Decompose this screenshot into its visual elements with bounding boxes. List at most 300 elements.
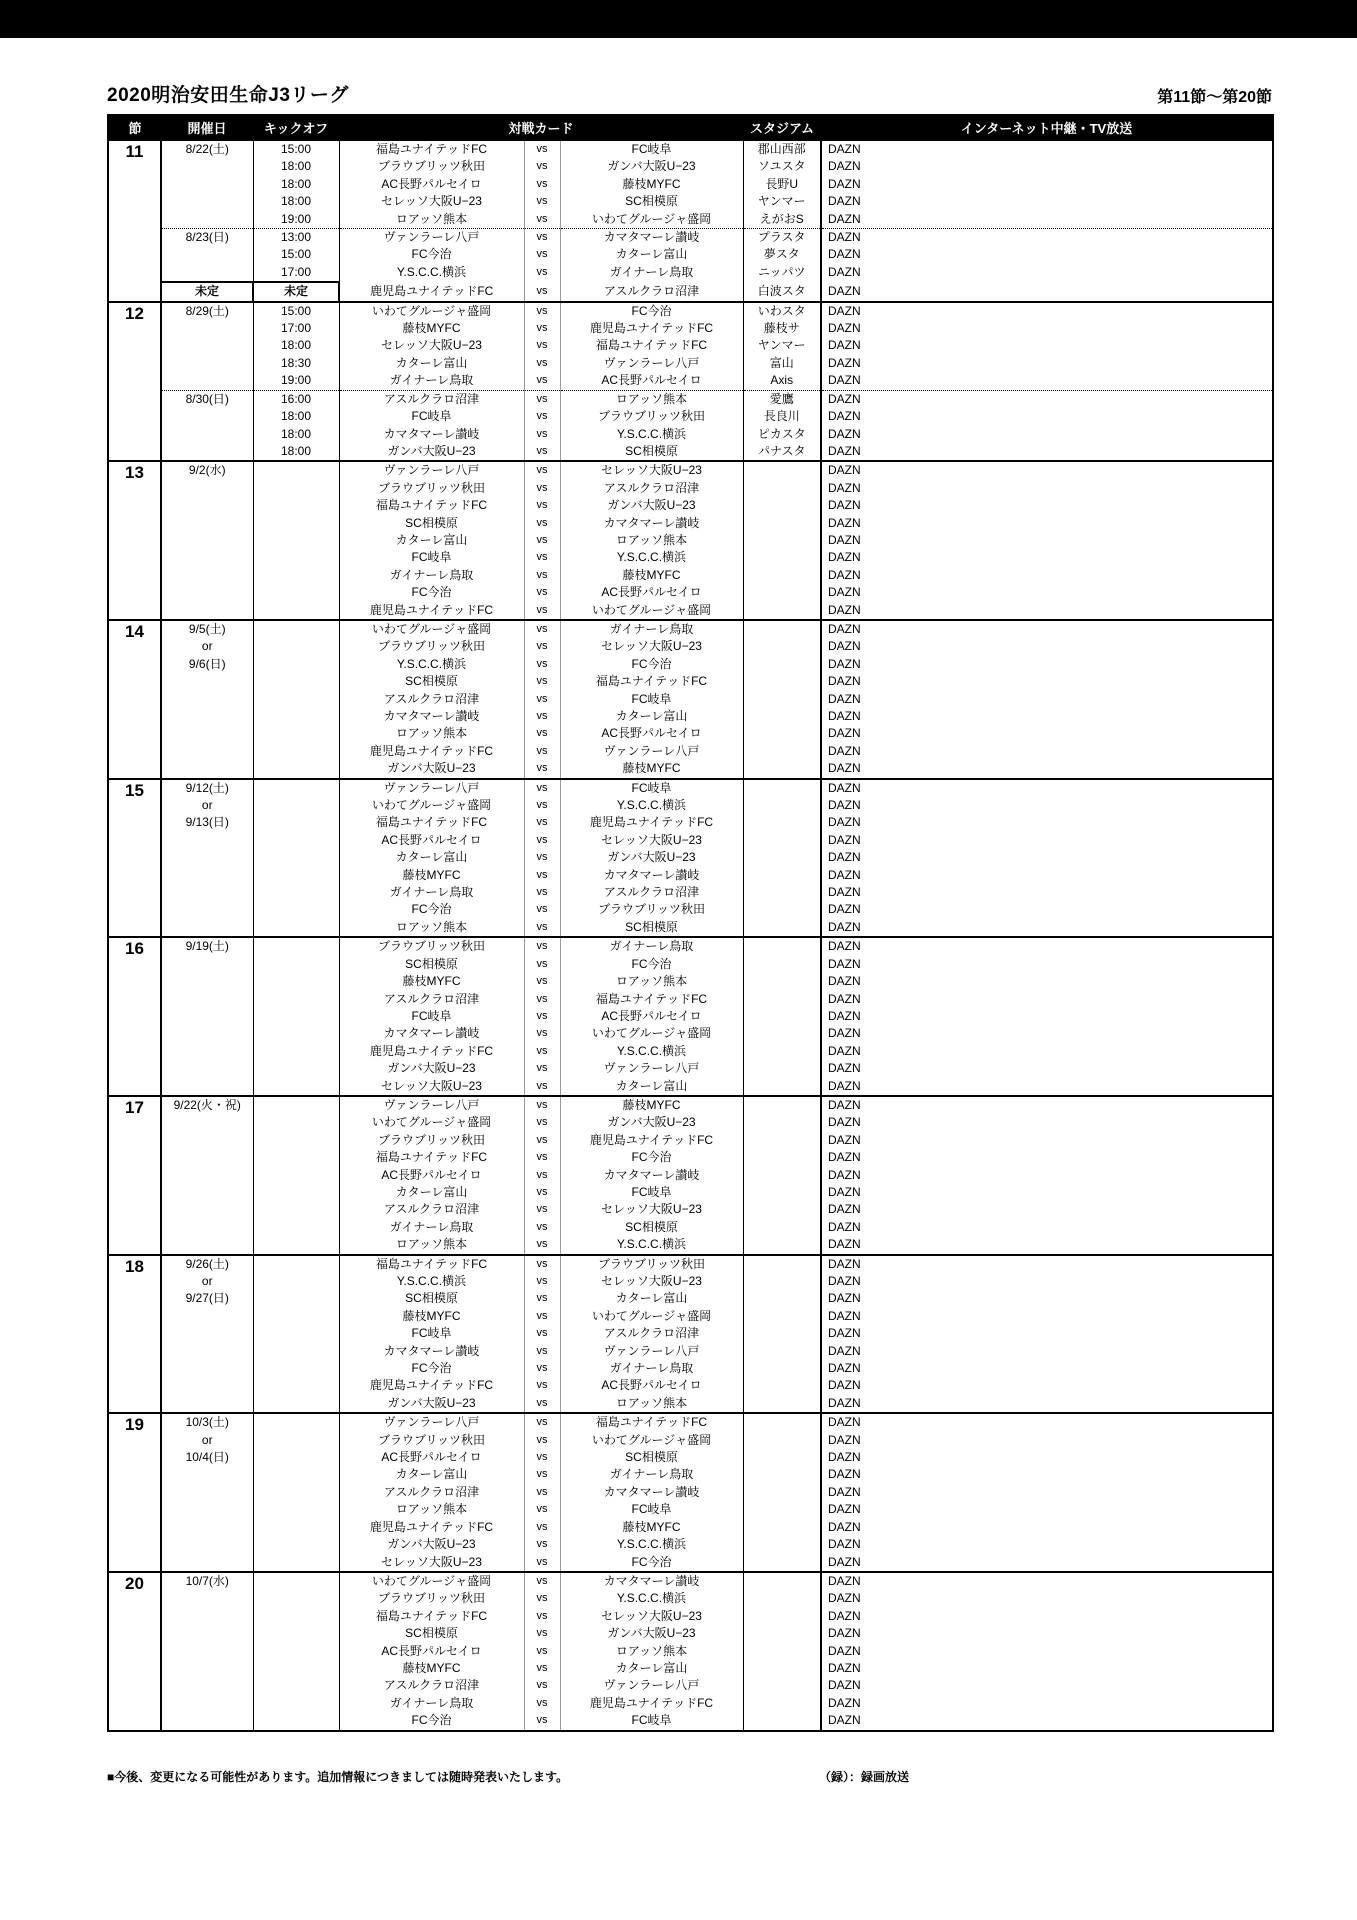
match-row (108, 656, 1273, 673)
vs-label: vs (524, 1554, 560, 1572)
away-team: ロアッソ熊本 (560, 1643, 743, 1660)
kickoff-time (253, 1643, 339, 1660)
vs-label: vs (524, 320, 560, 337)
stadium (743, 1449, 821, 1466)
stadium (743, 620, 821, 638)
home-team: FC今治 (339, 1712, 524, 1730)
match-row (108, 1554, 1273, 1572)
vs-label: vs (524, 814, 560, 831)
home-team: ヴァンラーレ八戸 (339, 1096, 524, 1114)
home-team: ヴァンラーレ八戸 (339, 1413, 524, 1431)
kickoff-time (253, 480, 339, 497)
stadium (743, 973, 821, 990)
home-team: カターレ富山 (339, 1184, 524, 1201)
stadium (743, 725, 821, 742)
away-team: ガンバ大阪U−23 (560, 158, 743, 175)
stadium (743, 1008, 821, 1025)
away-team: カマタマーレ讃岐 (560, 1484, 743, 1501)
vs-label: vs (524, 1572, 560, 1590)
away-team: アスルクラロ沼津 (560, 282, 743, 301)
vs-label: vs (524, 461, 560, 479)
broadcast: DAZN (828, 194, 861, 209)
away-team: Y.S.C.C.横浜 (560, 1236, 743, 1254)
stadium: 夢スタ (743, 246, 821, 263)
date-text: 9/5(土) (188, 621, 226, 636)
vs-label: vs (524, 390, 560, 408)
match-row (108, 1536, 1273, 1553)
home-team: カターレ富山 (339, 1466, 524, 1483)
kickoff-time: 15:00 (253, 302, 339, 320)
stadium (743, 919, 821, 937)
away-team: Y.S.C.C.横浜 (560, 1536, 743, 1553)
match-row (108, 1519, 1273, 1536)
home-team: 福島ユナイテッドFC (339, 1149, 524, 1166)
home-team: AC長野パルセイロ (339, 832, 524, 849)
stadium (743, 461, 821, 479)
home-team: セレッソ大阪U−23 (339, 1554, 524, 1572)
broadcast: DAZN (828, 1695, 861, 1710)
home-team: カマタマーレ讃岐 (339, 1343, 524, 1360)
section-range-label: 第11節～第20節 (1157, 89, 1272, 106)
match-row (108, 1325, 1273, 1342)
away-team: SC相模原 (560, 1449, 743, 1466)
title-row (107, 80, 1272, 107)
date-text: 9/26(土) (185, 1256, 229, 1271)
vs-label: vs (524, 337, 560, 354)
stadium: ヤンマー (743, 193, 821, 210)
home-team: AC長野パルセイロ (339, 176, 524, 193)
broadcast: DAZN (828, 355, 861, 370)
away-team: カターレ富山 (560, 1078, 743, 1096)
away-team: AC長野パルセイロ (560, 584, 743, 601)
stadium (743, 602, 821, 620)
home-team: 藤枝MYFC (339, 320, 524, 337)
page-title: 2020明治安田生命J3リーグ (107, 85, 349, 106)
schedule-table (107, 114, 1274, 1732)
home-team: カターレ富山 (339, 355, 524, 372)
stadium: パナスタ (743, 443, 821, 461)
date-text: 9/12(土) (185, 780, 229, 795)
match-row (108, 515, 1273, 532)
vs-label: vs (524, 1201, 560, 1218)
kickoff-time (253, 1236, 339, 1254)
away-team: FC今治 (560, 302, 743, 320)
stadium: ピカスタ (743, 426, 821, 443)
broadcast: DAZN (828, 974, 861, 989)
kickoff-time (253, 1484, 339, 1501)
stadium (743, 1201, 821, 1218)
away-team: カマタマーレ讃岐 (560, 229, 743, 247)
broadcast: DAZN (828, 602, 861, 617)
broadcast: DAZN (828, 426, 861, 441)
match-row (108, 1432, 1273, 1449)
stadium (743, 1132, 821, 1149)
home-team: AC長野パルセイロ (339, 1167, 524, 1184)
page-top-bar (0, 0, 1357, 38)
stadium (743, 814, 821, 831)
stadium (743, 956, 821, 973)
stadium (743, 656, 821, 673)
stadium (743, 638, 821, 655)
col-header-date: 開催日 (161, 115, 253, 140)
home-team: FC今治 (339, 584, 524, 601)
home-team: SC相模原 (339, 515, 524, 532)
match-row (108, 1184, 1273, 1201)
match-row (108, 1377, 1273, 1394)
home-team: カマタマーレ讃岐 (339, 1025, 524, 1042)
home-team: アスルクラロ沼津 (339, 691, 524, 708)
vs-label: vs (524, 1395, 560, 1413)
home-team: カターレ富山 (339, 532, 524, 549)
stadium: 富山 (743, 355, 821, 372)
away-team: 鹿児島ユナイテッドFC (560, 1132, 743, 1149)
home-team: 福島ユナイテッドFC (339, 1608, 524, 1625)
stadium (743, 1625, 821, 1642)
broadcast: DAZN (828, 1132, 861, 1147)
kickoff-time (253, 708, 339, 725)
match-row (108, 302, 1273, 320)
match-row (108, 1114, 1273, 1131)
away-team: ガンバ大阪U−23 (560, 849, 743, 866)
away-team: カマタマーレ讃岐 (560, 515, 743, 532)
vs-label: vs (524, 602, 560, 620)
stadium (743, 584, 821, 601)
home-team: 鹿児島ユナイテッドFC (339, 1043, 524, 1060)
vs-label: vs (524, 1625, 560, 1642)
stadium (743, 1308, 821, 1325)
home-team: カマタマーレ讃岐 (339, 708, 524, 725)
vs-label: vs (524, 1519, 560, 1536)
match-row (108, 1590, 1273, 1607)
home-team: 鹿児島ユナイテッドFC (339, 743, 524, 760)
home-team: 鹿児島ユナイテッドFC (339, 1377, 524, 1394)
section-number: 14 (108, 620, 161, 779)
kickoff-time (253, 1096, 339, 1114)
stadium: ニッパツ (743, 264, 821, 282)
broadcast: DAZN (828, 991, 861, 1006)
kickoff-time (253, 1273, 339, 1290)
kickoff-time: 18:00 (253, 158, 339, 175)
match-date (161, 229, 253, 283)
vs-label: vs (524, 1466, 560, 1483)
vs-label: vs (524, 1343, 560, 1360)
vs-label: vs (524, 1114, 560, 1131)
date-text: 8/29(土) (185, 303, 229, 318)
home-team: ガイナーレ鳥取 (339, 567, 524, 584)
broadcast: DAZN (828, 1450, 861, 1465)
match-row (108, 176, 1273, 193)
stadium (743, 1395, 821, 1413)
section-number: 20 (108, 1572, 161, 1731)
kickoff-time (253, 602, 339, 620)
broadcast: DAZN (828, 815, 861, 830)
home-team: 鹿児島ユナイテッドFC (339, 282, 524, 301)
date-text: 10/3(土) (185, 1415, 229, 1430)
match-row (108, 884, 1273, 901)
stadium (743, 1255, 821, 1273)
vs-label: vs (524, 355, 560, 372)
away-team: ロアッソ熊本 (560, 390, 743, 408)
date-text: or (201, 1273, 213, 1288)
broadcast: DAZN (821, 1572, 1273, 1590)
away-team: アスルクラロ沼津 (560, 1325, 743, 1342)
broadcast: DAZN (828, 1308, 861, 1323)
match-row (108, 372, 1273, 390)
vs-label: vs (524, 1449, 560, 1466)
match-row (108, 1643, 1273, 1660)
kickoff-time (253, 973, 339, 990)
home-team: SC相模原 (339, 956, 524, 973)
kickoff-time (253, 1219, 339, 1236)
broadcast: DAZN (828, 1484, 861, 1499)
away-team: FC今治 (560, 956, 743, 973)
kickoff-time (253, 1677, 339, 1694)
home-team: ヴァンラーレ八戸 (339, 229, 524, 247)
kickoff-time (253, 1025, 339, 1042)
vs-label: vs (524, 1255, 560, 1273)
vs-label: vs (524, 1025, 560, 1042)
kickoff-time: 17:00 (253, 320, 339, 337)
away-team: AC長野パルセイロ (560, 372, 743, 390)
away-team: ブラウブリッツ秋田 (560, 1255, 743, 1273)
broadcast: DAZN (828, 265, 861, 280)
match-row (108, 1413, 1273, 1431)
match-row (108, 1308, 1273, 1325)
away-team: ガイナーレ鳥取 (560, 1360, 743, 1377)
broadcast: DAZN (828, 567, 861, 582)
home-team: いわてグルージャ盛岡 (339, 1114, 524, 1131)
broadcast: DAZN (821, 937, 1273, 955)
match-date (161, 620, 253, 779)
kickoff-time (253, 1078, 339, 1096)
stadium (743, 884, 821, 901)
away-team: カマタマーレ讃岐 (560, 1167, 743, 1184)
stadium (743, 1149, 821, 1166)
home-team: Y.S.C.C.横浜 (339, 1273, 524, 1290)
match-row (108, 1008, 1273, 1025)
match-row (108, 867, 1273, 884)
stadium (743, 532, 821, 549)
section-number: 15 (108, 779, 161, 938)
match-row (108, 549, 1273, 566)
kickoff-time (253, 1536, 339, 1553)
stadium (743, 832, 821, 849)
broadcast: DAZN (828, 1291, 861, 1306)
stadium (743, 1219, 821, 1236)
match-row (108, 937, 1273, 955)
away-team: ガイナーレ鳥取 (560, 937, 743, 955)
date-text: 8/23(日) (185, 230, 229, 245)
date-text: 9/2(水) (188, 463, 226, 478)
col-header-stadium: スタジアム (743, 115, 821, 140)
kickoff-time (253, 1519, 339, 1536)
kickoff-time (253, 1572, 339, 1590)
match-row (108, 1449, 1273, 1466)
kickoff-time (253, 867, 339, 884)
vs-label: vs (524, 532, 560, 549)
match-row (108, 673, 1273, 690)
match-row (108, 480, 1273, 497)
away-team: ヴァンラーレ八戸 (560, 1060, 743, 1077)
stadium: 愛鷹 (743, 390, 821, 408)
match-row (108, 1060, 1273, 1077)
stadium: 長良川 (743, 408, 821, 425)
home-team: ガンバ大阪U−23 (339, 1536, 524, 1553)
home-team: SC相模原 (339, 673, 524, 690)
match-row (108, 1219, 1273, 1236)
broadcast: DAZN (828, 532, 861, 547)
vs-label: vs (524, 567, 560, 584)
home-team: ロアッソ熊本 (339, 919, 524, 937)
match-row (108, 849, 1273, 866)
match-row (108, 638, 1273, 655)
home-team: FC岐阜 (339, 1325, 524, 1342)
stadium (743, 1484, 821, 1501)
broadcast: DAZN (828, 761, 861, 776)
away-team: ヴァンラーレ八戸 (560, 1343, 743, 1360)
away-team: FC岐阜 (560, 1712, 743, 1730)
kickoff-time: 18:00 (253, 426, 339, 443)
stadium: 郡山西部 (743, 140, 821, 158)
away-team: カターレ富山 (560, 1660, 743, 1677)
vs-label: vs (524, 282, 560, 301)
vs-label: vs (524, 443, 560, 461)
match-row (108, 1149, 1273, 1166)
stadium (743, 849, 821, 866)
match-row (108, 1096, 1273, 1114)
away-team: セレッソ大阪U−23 (560, 832, 743, 849)
kickoff-time (253, 937, 339, 955)
match-date (161, 1096, 253, 1255)
vs-label: vs (524, 193, 560, 210)
stadium: 白波スタ (743, 282, 821, 301)
broadcast: DAZN (828, 1167, 861, 1182)
vs-label: vs (524, 1695, 560, 1712)
home-team: ロアッソ熊本 (339, 725, 524, 742)
kickoff-time (253, 884, 339, 901)
home-team: ブラウブリッツ秋田 (339, 1132, 524, 1149)
kickoff-time: 19:00 (253, 372, 339, 390)
home-team: いわてグルージャ盛岡 (339, 620, 524, 638)
away-team: 福島ユナイテッドFC (560, 673, 743, 690)
vs-label: vs (524, 779, 560, 797)
vs-label: vs (524, 1590, 560, 1607)
broadcast: DAZN (828, 1008, 861, 1023)
home-team: ロアッソ熊本 (339, 1501, 524, 1518)
stadium (743, 1466, 821, 1483)
home-team: ブラウブリッツ秋田 (339, 937, 524, 955)
vs-label: vs (524, 1096, 560, 1114)
table-header-row (108, 115, 1273, 140)
vs-label: vs (524, 973, 560, 990)
stadium: いわスタ (743, 302, 821, 320)
section-number: 17 (108, 1096, 161, 1255)
home-team: AC長野パルセイロ (339, 1449, 524, 1466)
broadcast: DAZN (828, 1554, 861, 1569)
vs-label: vs (524, 1712, 560, 1730)
away-team: Y.S.C.C.横浜 (560, 797, 743, 814)
section-number: 16 (108, 937, 161, 1096)
vs-label: vs (524, 1643, 560, 1660)
schedule-table-body (108, 140, 1273, 1731)
away-team: 福島ユナイテッドFC (560, 1413, 743, 1431)
kickoff-time (253, 1043, 339, 1060)
home-team: セレッソ大阪U−23 (339, 193, 524, 210)
match-row (108, 355, 1273, 372)
stadium (743, 1643, 821, 1660)
stadium (743, 1519, 821, 1536)
kickoff-time: 18:00 (253, 443, 339, 461)
stadium (743, 1043, 821, 1060)
kickoff-time (253, 1501, 339, 1518)
kickoff-time (253, 743, 339, 760)
stadium (743, 515, 821, 532)
away-team: ヴァンラーレ八戸 (560, 1677, 743, 1694)
broadcast: DAZN (828, 1043, 861, 1058)
kickoff-time: 16:00 (253, 390, 339, 408)
vs-label: vs (524, 158, 560, 175)
away-team: ヴァンラーレ八戸 (560, 743, 743, 760)
kickoff-time (253, 1325, 339, 1342)
kickoff-time: 15:00 (253, 140, 339, 158)
kickoff-time (253, 1008, 339, 1025)
vs-label: vs (524, 1184, 560, 1201)
home-team: ブラウブリッツ秋田 (339, 1432, 524, 1449)
stadium (743, 708, 821, 725)
match-row (108, 584, 1273, 601)
away-team: FC今治 (560, 1554, 743, 1572)
away-team: 藤枝MYFC (560, 567, 743, 584)
home-team: ヴァンラーレ八戸 (339, 461, 524, 479)
kickoff-time (253, 497, 339, 514)
broadcast: DAZN (821, 140, 1273, 158)
broadcast: DAZN (828, 1660, 861, 1675)
broadcast: DAZN (828, 480, 861, 495)
away-team: ブラウブリッツ秋田 (560, 901, 743, 918)
kickoff-time (253, 779, 339, 797)
away-team: ガイナーレ鳥取 (560, 1466, 743, 1483)
stadium (743, 480, 821, 497)
home-team: SC相模原 (339, 1625, 524, 1642)
away-team: 鹿児島ユナイテッドFC (560, 320, 743, 337)
vs-label: vs (524, 408, 560, 425)
match-row (108, 1677, 1273, 1694)
kickoff-time (253, 1554, 339, 1572)
date-text: 未定 (194, 284, 219, 299)
stadium (743, 901, 821, 918)
home-team: ガンバ大阪U−23 (339, 443, 524, 461)
kickoff-time (253, 1201, 339, 1218)
kickoff-time (253, 901, 339, 918)
match-row (108, 390, 1273, 408)
home-team: 藤枝MYFC (339, 1308, 524, 1325)
kickoff-time (253, 832, 339, 849)
broadcast: DAZN (828, 515, 861, 530)
home-team: カターレ富山 (339, 849, 524, 866)
away-team: Y.S.C.C.横浜 (560, 549, 743, 566)
kickoff-time (253, 1290, 339, 1307)
broadcast: DAZN (828, 1343, 861, 1358)
home-team: 福島ユナイテッドFC (339, 1255, 524, 1273)
broadcast: DAZN (828, 1326, 861, 1341)
home-team: 福島ユナイテッドFC (339, 497, 524, 514)
vs-label: vs (524, 673, 560, 690)
home-team: ガイナーレ鳥取 (339, 372, 524, 390)
away-team: カマタマーレ讃岐 (560, 1572, 743, 1590)
vs-label: vs (524, 937, 560, 955)
match-row (108, 919, 1273, 937)
kickoff-time (253, 1255, 339, 1273)
